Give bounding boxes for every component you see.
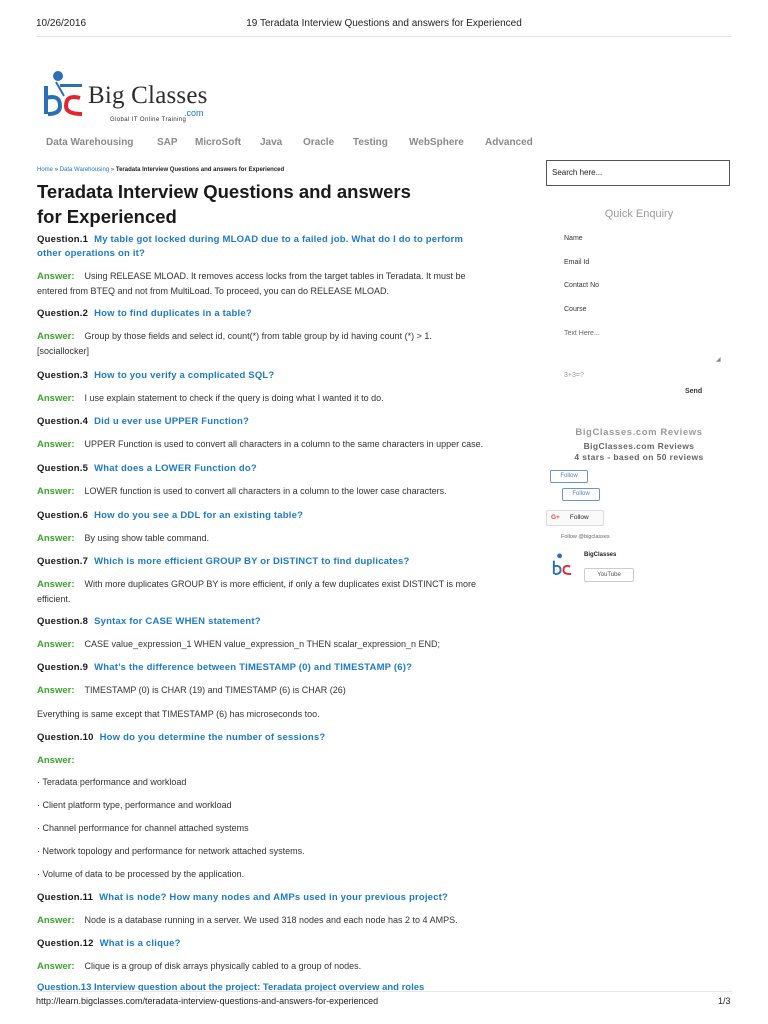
answer [37, 577, 511, 592]
answer-text: Group by those fields and select id, count(*) from table group by id having count (*) > 1. [84, 331, 432, 341]
page-title-line: for Experienced [37, 206, 177, 227]
question-number: Question.5 [37, 463, 89, 474]
question-text: other operations on it? [37, 248, 146, 259]
question-number: Question.3 [37, 370, 89, 381]
question-text: What does a LOWER Function do? [94, 463, 257, 474]
question-text: What’s the difference between TIMESTAMP (0) and TIMESTAMP (6)? [94, 662, 413, 673]
question [37, 509, 511, 523]
answer-label: Answer: [37, 915, 75, 926]
bigclasses-avatar-icon [550, 552, 574, 576]
question [37, 731, 511, 745]
print-header [0, 18, 768, 32]
quick-enquiry-title: Quick Enquiry [604, 208, 674, 220]
question [37, 415, 511, 429]
breadcrumb-sep: » [54, 167, 59, 173]
brand-dotcom: .com [184, 108, 204, 118]
qa-item [37, 891, 511, 928]
question-number: Question.10 [37, 732, 94, 743]
youtube-channel-name: BigClasses [584, 552, 617, 558]
list-item: · Teradata performance and workload [37, 777, 187, 787]
gplus-follow-label: Follow [569, 514, 589, 521]
brand-tagline: Global IT Online Training [110, 117, 187, 123]
question-text: How to you verify a complicated SQL? [94, 370, 275, 381]
question [37, 937, 511, 951]
nav-item-oracle[interactable]: Oracle [303, 137, 335, 148]
list-item: · Channel performance for channel attached systems [37, 823, 249, 833]
answer-text: By using show table command. [84, 533, 210, 543]
list-item: · Client platform type, performance and workload [37, 800, 232, 810]
print-footer [0, 996, 768, 1010]
answer-label: Answer: [37, 685, 75, 696]
answer-label: Answer: [37, 639, 75, 650]
google-plus-icon: G+ [551, 514, 560, 521]
answer-label: Answer: [37, 579, 75, 590]
answer-text: Node is a database running in a server. We used 318 nodes and each node has 2 to 4 AMPS. [84, 915, 458, 925]
question-text: How to find duplicates in a table? [94, 308, 252, 319]
search-input[interactable]: Search here... [546, 160, 730, 186]
answer-label: Answer: [37, 439, 75, 450]
answer-label: Answer: [37, 393, 75, 404]
qa-item [37, 731, 511, 881]
question-text: Did u ever use UPPER Function? [94, 416, 249, 427]
question [37, 555, 511, 569]
answer-label: Answer: [37, 961, 75, 972]
qa-item [37, 509, 511, 546]
answer-text: entered from BTEQ and not from MultiLoad. To proceed, you can do RELEASE MLOAD. [37, 286, 390, 296]
site-logo[interactable] [38, 66, 218, 128]
page-title [37, 179, 517, 229]
answer-text: LOWER function is used to convert all characters in a column to the lower case characters. [84, 486, 447, 496]
header-divider [36, 36, 732, 37]
nav-item-java[interactable]: Java [260, 137, 283, 148]
question-number: Question.8 [37, 616, 89, 627]
reviews-rating: 4 stars - based on 50 reviews [574, 452, 704, 462]
qa-item [37, 307, 511, 358]
question [37, 369, 511, 383]
follow-button[interactable]: Follow [550, 470, 588, 483]
page-number: 1/3 [718, 996, 731, 1006]
reviews-title: BigClasses.com Reviews [575, 427, 703, 438]
qa-item [37, 661, 511, 721]
name-field[interactable]: Name [564, 235, 583, 242]
answer-text: I use explain statement to check if the query is doing what I wanted it to do. [84, 393, 384, 403]
answer-text: Using RELEASE MLOAD. It removes access locks from the target tables in Teradata. It must be [84, 271, 466, 281]
qa-item [37, 615, 511, 652]
question-text: How do you determine the number of sessions? [99, 732, 326, 743]
qa-item [37, 462, 511, 499]
answer [37, 269, 511, 284]
nav-item-advanced[interactable]: Advanced [485, 137, 533, 148]
answer-text: Everything is same except that TIMESTAMP (6) has microseconds too. [37, 709, 320, 719]
question-number: Question.2 [37, 308, 89, 319]
question-text: My table got locked during MLOAD due to a failed job. What do I do to perform [94, 234, 464, 245]
breadcrumb-sep: » [110, 167, 115, 173]
list-item: · Volume of data to be processed by the application. [37, 869, 245, 879]
question [37, 233, 511, 247]
answer-text: TIMESTAMP (0) is CHAR (19) and TIMESTAMP (6) is CHAR (26) [84, 685, 346, 695]
page-title-line: Teradata Interview Questions and answers [37, 181, 411, 202]
question-number: Question.1 [37, 234, 89, 245]
qa-item [37, 369, 511, 406]
nav-item-sap[interactable]: SAP [157, 137, 178, 148]
answer [37, 484, 511, 499]
answer [37, 391, 511, 406]
bigclasses-logo-icon [38, 68, 88, 118]
send-button[interactable]: Send [685, 388, 703, 395]
cutoff-question: Question.13 Interview question about the project: Teradata project overview and roles [37, 982, 425, 991]
brand-name: Big Classes [88, 82, 208, 109]
page-url: http://learn.bigclasses.com/teradata-interview-questions-and-answers-for-experienced [36, 996, 379, 1006]
resize-handle-icon[interactable]: ◢ [716, 357, 721, 363]
question [37, 462, 511, 476]
question [37, 307, 511, 321]
answer [37, 437, 511, 452]
question-text: What is a clique? [99, 938, 181, 949]
answer-text: Clique is a group of disk arrays physically cabled to a group of nodes. [84, 961, 362, 971]
answer-label: Answer: [37, 755, 75, 766]
follow-button[interactable]: Follow [562, 488, 600, 501]
answer-text: efficient. [37, 594, 71, 604]
print-date: 10/26/2016 [36, 18, 87, 29]
breadcrumb-current: Teradata Interview Questions and answers for Experienced [115, 167, 285, 173]
message-textarea[interactable]: Text Here... [564, 330, 600, 337]
answer-label: Answer: [37, 533, 75, 544]
breadcrumb [37, 167, 284, 173]
reviews-subtitle: BigClasses.com Reviews [583, 441, 695, 451]
question [37, 891, 511, 905]
question-number: Question.7 [37, 556, 89, 567]
captcha-field[interactable]: 3+3=? [564, 372, 584, 379]
gplus-follow-button[interactable] [546, 510, 604, 526]
question-number: Question.9 [37, 662, 89, 673]
answer-text: UPPER Function is used to convert all characters in a column to the same characters in upper case. [84, 439, 484, 449]
nav-item-websphere[interactable]: WebSphere [409, 137, 464, 148]
answer [37, 753, 511, 768]
question-number: Question.11 [37, 892, 94, 903]
answer-text: With more duplicates GROUP BY is more efficient, if only a few duplicates exist DISTINCT is more [84, 579, 476, 589]
answer-label: Answer: [37, 331, 75, 342]
qa-item [37, 233, 511, 298]
question-text: What is node? How many nodes and AMPs used in your previous project? [99, 892, 449, 903]
qa-item [37, 555, 511, 606]
email-field[interactable]: Email Id [564, 259, 590, 266]
answer [37, 683, 511, 698]
nav-item-testing[interactable]: Testing [353, 137, 388, 148]
breadcrumb-home[interactable]: Home [37, 167, 54, 173]
answer [37, 959, 511, 974]
youtube-subscribe-button[interactable]: YouTube [584, 568, 634, 582]
answer-label: Answer: [37, 486, 75, 497]
question-number: Question.12 [37, 938, 94, 949]
answer [37, 913, 511, 928]
breadcrumb-category[interactable]: Data Warehousing [59, 167, 110, 173]
print-title: 19 Teradata Interview Questions and answers for Experienced [246, 18, 522, 29]
question [37, 615, 511, 629]
nav-item-data-warehousing[interactable]: Data Warehousing [46, 137, 134, 148]
question-text: Which is more efficient GROUP BY or DISTINCT to find duplicates? [94, 556, 410, 567]
footer-divider [36, 991, 732, 992]
question-text: How do you see a DDL for an existing table? [94, 510, 304, 521]
question-number: Question.4 [37, 416, 89, 427]
list-item: · Network topology and performance for network attached systems. [37, 846, 305, 856]
answer-label: Answer: [37, 271, 75, 282]
answer [37, 637, 511, 652]
question-text: Syntax for CASE WHEN statement? [94, 616, 261, 627]
qa-item [37, 937, 511, 974]
answer [37, 329, 511, 344]
course-field[interactable]: Course [564, 306, 587, 313]
answer-text: CASE value_expression_1 WHEN value_expression_n THEN scalar_expression_n END; [84, 639, 440, 649]
answer [37, 531, 511, 546]
contact-field[interactable]: Contact No [564, 282, 600, 289]
qa-item [37, 415, 511, 452]
twitter-follow-link[interactable]: Follow @bigclasses [561, 534, 610, 540]
answer-text: [sociallocker] [37, 346, 90, 356]
nav-item-microsoft[interactable]: MicroSoft [195, 137, 242, 148]
question [37, 661, 511, 675]
question-number: Question.6 [37, 510, 89, 521]
